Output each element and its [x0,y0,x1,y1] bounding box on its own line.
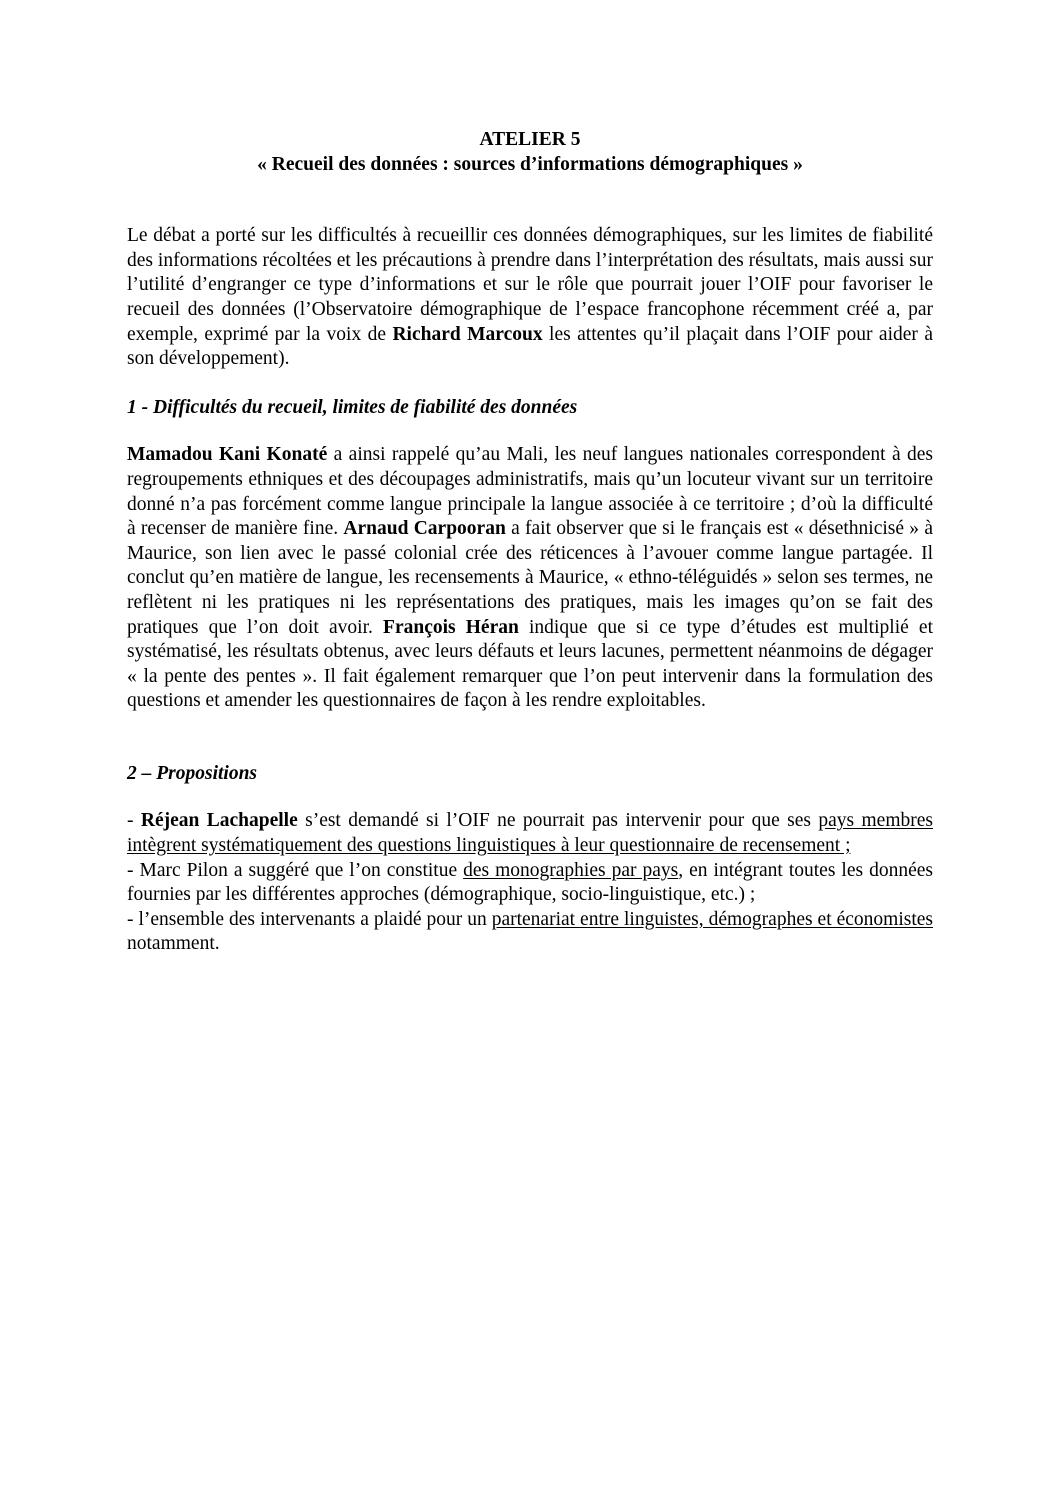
intro-text-before: Le débat a porté sur les difficultés à recueillir ces données démographiques, sur les limites de fiabilité des informations récoltées et les précautions à prendre dans l’interprétation des résultats, mais aussi sur l’utilité d’engranger ce type d’informations et sur le rôle que pourrait jouer l’OIF pour favoriser le recueil des données (l’Observatoire démographique de l’espace francophone récemment créé a, par exemple, exprimé par la voix de [127,225,933,345]
paragraph-text: - Marc Pilon a suggéré que l’on constitue [127,859,464,881]
person-name: Mamadou Kani Konaté [127,444,328,466]
intro-paragraph [127,224,933,372]
proposal-item-2 [127,859,933,908]
document-page [127,128,933,957]
underlined-text: partenariat entre linguistes, démographes et économistes [491,908,933,930]
paragraph-text: s’est demandé si l’OIF ne pourrait pas intervenir pour que ses [297,810,819,832]
proposal-item-3 [127,908,933,957]
document-subtitle: « Recueil des données : sources d’informations démographiques » [257,153,803,175]
paragraph-text: - l’ensemble des intervenants a plaidé pour un [127,908,492,930]
paragraph-text: a ainsi rappelé qu’au Mali, les neuf langues nationales correspondent à des regroupements ethniques et des découpages administratifs, mais qu’un locuteur vivant sur un territoire donné n’a pas forcément comme langue principale la langue associée à ce territoire ; d’où la difficulté à recenser de manière fine. [127,444,933,540]
paragraph-text: indique que si ce type d’études est multiplié et systématisé, les résultats obtenus, avec leurs défauts et leurs lacunes, permettent néanmoins de dégager « la pente des pentes ». Il fait également remarquer que l’on peut intervenir dans la formulation des questions et amender les questionnaires de façon à les rendre exploitables. [127,616,933,712]
person-name: Arnaud Carpooran [343,518,506,540]
underlined-text: pays membres intègrent systématiquement des questions linguistiques à leur questionnaire de recensement ; [127,810,933,857]
underlined-text: des monographies par pays [463,859,679,881]
person-name: Richard Marcoux [392,323,543,345]
section-2-heading: 2 – Propositions [127,762,258,784]
person-name: Réjean Lachapelle [140,810,298,832]
proposal-item-1 [127,809,933,858]
paragraph-text: notamment. [127,933,220,955]
section-1-heading: 1 - Difficultés du recueil, limites de fiabilité des données [127,396,578,418]
title-block [127,128,933,177]
section-1-paragraph [127,443,933,714]
intro-text-after: les attentes qu’il plaçait dans l’OIF pour aider à son développement). [127,323,933,370]
paragraph-text: a fait observer que si le français est « désethnicisé » à Maurice, son lien avec le passé colonial crée des réticences à l’avouer comme langue partagée. Il conclut qu’en matière de langue, les recensements à Maurice, « ethno-téléguidés » selon ses termes, ne reflètent ni les pratiques ni les représentations des pratiques, mais les images qu’on se fait des pratiques que l’on doit avoir. [127,518,933,638]
list-dash: - [127,810,141,832]
paragraph-text: , en intégrant toutes les données fournies par les différentes approches (démographique, socio-linguistique, etc.) ; [127,859,933,906]
document-title: ATELIER 5 [479,129,581,150]
person-name: François Héran [383,616,519,638]
